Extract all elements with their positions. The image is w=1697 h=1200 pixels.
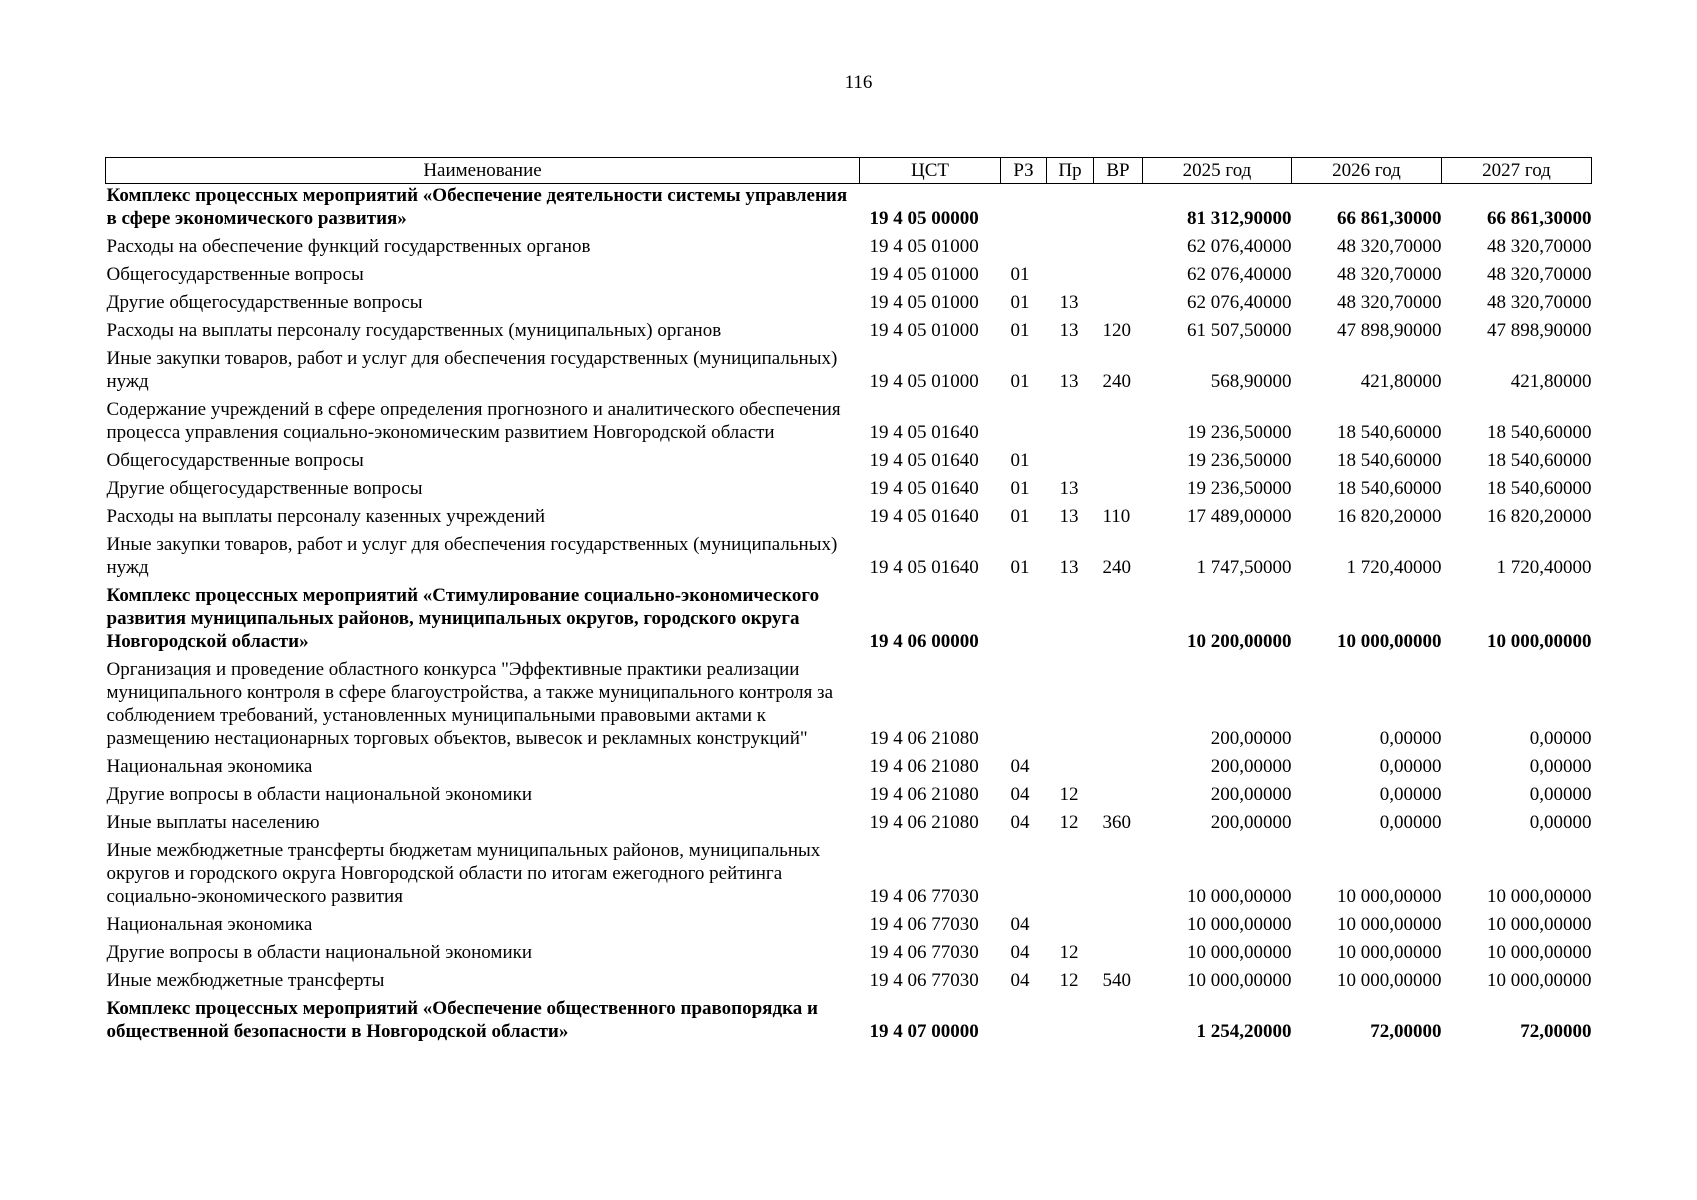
row-amount-2026: 48 320,70000 bbox=[1337, 236, 1442, 257]
header-row bbox=[106, 158, 1592, 184]
table-row bbox=[106, 839, 1592, 913]
row-amount-2026: 0,00000 bbox=[1379, 756, 1442, 777]
header-2027: 2027 год bbox=[1442, 158, 1592, 184]
row-pr: 13 bbox=[1059, 371, 1079, 392]
header-rz: РЗ bbox=[1001, 158, 1047, 184]
row-rz: 01 bbox=[1010, 478, 1030, 499]
row-vr: 360 bbox=[1102, 812, 1131, 833]
row-amount-2025: 10 000,00000 bbox=[1187, 914, 1292, 935]
header-2025: 2025 год bbox=[1143, 158, 1292, 184]
row-amount-2026: 0,00000 bbox=[1379, 728, 1442, 749]
row-amount-2026: 18 540,60000 bbox=[1337, 478, 1442, 499]
row-amount-2025: 568,90000 bbox=[1210, 371, 1292, 392]
row-amount-2025: 10 000,00000 bbox=[1187, 942, 1292, 963]
row-pr bbox=[1047, 913, 1094, 941]
table-row bbox=[106, 969, 1592, 997]
row-cst: 19 4 05 01640 bbox=[869, 506, 979, 527]
row-vr bbox=[1094, 913, 1143, 941]
row-cst: 19 4 06 77030 bbox=[869, 914, 979, 935]
row-amount-2026: 72,00000 bbox=[1370, 1021, 1442, 1042]
row-amount-2025: 1 254,20000 bbox=[1196, 1021, 1292, 1042]
row-amount-2027: 10 000,00000 bbox=[1487, 886, 1592, 907]
row-amount-2026: 48 320,70000 bbox=[1337, 292, 1442, 313]
page-number: 116 bbox=[844, 72, 873, 93]
row-vr bbox=[1094, 783, 1143, 811]
table-row bbox=[106, 941, 1592, 969]
row-amount-2027: 47 898,90000 bbox=[1487, 320, 1592, 341]
row-amount-2026: 47 898,90000 bbox=[1337, 320, 1442, 341]
row-amount-2027: 16 820,20000 bbox=[1487, 506, 1592, 527]
row-name: Другие общегосударственные вопросы bbox=[106, 292, 423, 313]
row-pr bbox=[1047, 584, 1094, 658]
row-rz: 01 bbox=[1010, 320, 1030, 341]
row-vr: 120 bbox=[1102, 320, 1131, 341]
row-amount-2025: 1 747,50000 bbox=[1196, 557, 1292, 578]
row-amount-2026: 1 720,40000 bbox=[1346, 557, 1442, 578]
row-amount-2027: 48 320,70000 bbox=[1487, 264, 1592, 285]
row-amount-2026: 10 000,00000 bbox=[1337, 942, 1442, 963]
row-rz bbox=[1001, 235, 1047, 263]
row-rz: 04 bbox=[1010, 942, 1030, 963]
row-amount-2026: 66 861,30000 bbox=[1337, 208, 1442, 229]
row-pr bbox=[1047, 658, 1094, 755]
row-amount-2027: 10 000,00000 bbox=[1487, 631, 1592, 652]
header-name: Наименование bbox=[106, 158, 860, 184]
row-pr: 13 bbox=[1059, 506, 1079, 527]
row-amount-2026: 16 820,20000 bbox=[1337, 506, 1442, 527]
row-amount-2027: 421,80000 bbox=[1510, 371, 1592, 392]
row-cst: 19 4 05 01000 bbox=[869, 264, 979, 285]
row-cst: 19 4 05 01640 bbox=[869, 422, 979, 443]
row-name: Национальная экономика bbox=[106, 756, 313, 777]
row-name: Расходы на обеспечение функций государственных органов bbox=[106, 236, 591, 257]
row-vr: 240 bbox=[1102, 557, 1131, 578]
table-row bbox=[106, 263, 1592, 291]
row-name: Другие общегосударственные вопросы bbox=[106, 478, 423, 499]
row-cst: 19 4 05 01000 bbox=[869, 236, 979, 257]
row-name: Национальная экономика bbox=[106, 914, 313, 935]
table-row bbox=[106, 291, 1592, 319]
table-header bbox=[106, 158, 1592, 184]
row-rz: 04 bbox=[1010, 812, 1030, 833]
row-name: Иные межбюджетные трансферты bbox=[106, 970, 385, 991]
row-cst: 19 4 05 01640 bbox=[869, 557, 979, 578]
row-rz bbox=[1001, 658, 1047, 755]
row-amount-2027: 0,00000 bbox=[1529, 756, 1592, 777]
row-cst: 19 4 06 77030 bbox=[869, 942, 979, 963]
row-amount-2025: 10 200,00000 bbox=[1187, 631, 1292, 652]
row-rz: 01 bbox=[1010, 264, 1030, 285]
row-amount-2025: 17 489,00000 bbox=[1187, 506, 1292, 527]
row-cst: 19 4 05 01000 bbox=[869, 320, 979, 341]
row-name: Содержание учреждений в сфере определения прогнозного и аналитического обеспечения процесса управления социально-экономическим развитием Новгородской области bbox=[106, 399, 841, 443]
row-amount-2026: 0,00000 bbox=[1379, 812, 1442, 833]
row-vr bbox=[1094, 449, 1143, 477]
row-name: Иные межбюджетные трансферты бюджетам муниципальных районов, муниципальных округов и городского округа Новгородской области по итогам ежегодного рейтинга социально-экономического развития bbox=[106, 840, 821, 907]
row-vr bbox=[1094, 997, 1143, 1048]
table-row bbox=[106, 347, 1592, 398]
row-pr: 13 bbox=[1059, 292, 1079, 313]
row-rz: 01 bbox=[1010, 450, 1030, 471]
row-amount-2025: 200,00000 bbox=[1210, 812, 1292, 833]
row-pr bbox=[1047, 449, 1094, 477]
table-row bbox=[106, 477, 1592, 505]
row-name: Расходы на выплаты персоналу казенных учреждений bbox=[106, 506, 546, 527]
header-pr: Пр bbox=[1047, 158, 1094, 184]
row-pr bbox=[1047, 997, 1094, 1048]
row-pr bbox=[1047, 755, 1094, 783]
row-vr bbox=[1094, 658, 1143, 755]
row-cst: 19 4 06 21080 bbox=[869, 784, 979, 805]
row-cst: 19 4 06 77030 bbox=[869, 970, 979, 991]
row-rz: 04 bbox=[1010, 784, 1030, 805]
row-vr bbox=[1094, 839, 1143, 913]
table-row bbox=[106, 319, 1592, 347]
row-amount-2026: 10 000,00000 bbox=[1337, 886, 1442, 907]
row-rz bbox=[1001, 839, 1047, 913]
table-row bbox=[106, 533, 1592, 584]
row-pr bbox=[1047, 263, 1094, 291]
table-row bbox=[106, 783, 1592, 811]
row-name: Иные закупки товаров, работ и услуг для обеспечения государственных (муниципальных) нужд bbox=[106, 348, 838, 392]
row-cst: 19 4 05 01640 bbox=[869, 478, 979, 499]
table-row bbox=[106, 398, 1592, 449]
row-name: Иные выплаты населению bbox=[106, 812, 320, 833]
table-row bbox=[106, 449, 1592, 477]
budget-table bbox=[105, 157, 1592, 1048]
row-name: Общегосударственные вопросы bbox=[106, 264, 364, 285]
row-rz: 01 bbox=[1010, 371, 1030, 392]
row-pr: 13 bbox=[1059, 478, 1079, 499]
row-name: Расходы на выплаты персоналу государственных (муниципальных) органов bbox=[106, 320, 722, 341]
row-amount-2027: 18 540,60000 bbox=[1487, 422, 1592, 443]
row-amount-2026: 18 540,60000 bbox=[1337, 450, 1442, 471]
row-rz: 04 bbox=[1010, 914, 1030, 935]
row-amount-2027: 0,00000 bbox=[1529, 728, 1592, 749]
row-amount-2027: 10 000,00000 bbox=[1487, 970, 1592, 991]
row-amount-2026: 10 000,00000 bbox=[1337, 914, 1442, 935]
row-amount-2025: 10 000,00000 bbox=[1187, 970, 1292, 991]
table-row bbox=[106, 811, 1592, 839]
row-vr bbox=[1094, 941, 1143, 969]
row-name: Комплекс процессных мероприятий «Обеспечение общественного правопорядка и общественной безопасности в Новгородской области» bbox=[106, 998, 818, 1042]
row-name: Организация и проведение областного конкурса "Эффективные практики реализации муниципального контроля в сфере благоустройства, а также муниципального контроля за соблюдением требований, установленных муниципальными правовыми актами к размещению нестационарных торговых объектов, вывесок и рекламных конструкций" bbox=[106, 659, 833, 749]
row-vr bbox=[1094, 291, 1143, 319]
row-cst: 19 4 05 01000 bbox=[869, 292, 979, 313]
row-amount-2025: 62 076,40000 bbox=[1187, 292, 1292, 313]
table-row-program bbox=[106, 184, 1592, 236]
row-vr bbox=[1094, 477, 1143, 505]
row-pr bbox=[1047, 398, 1094, 449]
row-amount-2025: 19 236,50000 bbox=[1187, 422, 1292, 443]
row-amount-2025: 19 236,50000 bbox=[1187, 450, 1292, 471]
row-name: Иные закупки товаров, работ и услуг для обеспечения государственных (муниципальных) нужд bbox=[106, 534, 838, 578]
row-pr: 13 bbox=[1059, 557, 1079, 578]
row-amount-2026: 421,80000 bbox=[1360, 371, 1442, 392]
row-vr bbox=[1094, 755, 1143, 783]
row-amount-2027: 48 320,70000 bbox=[1487, 292, 1592, 313]
row-amount-2027: 10 000,00000 bbox=[1487, 914, 1592, 935]
row-cst: 19 4 06 77030 bbox=[869, 886, 979, 907]
row-amount-2027: 1 720,40000 bbox=[1496, 557, 1592, 578]
row-amount-2025: 10 000,00000 bbox=[1187, 886, 1292, 907]
header-2026: 2026 год bbox=[1292, 158, 1442, 184]
row-vr bbox=[1094, 235, 1143, 263]
row-rz bbox=[1001, 184, 1047, 236]
row-rz: 01 bbox=[1010, 557, 1030, 578]
row-name: Другие вопросы в области национальной экономики bbox=[106, 942, 533, 963]
row-vr bbox=[1094, 398, 1143, 449]
row-amount-2025: 81 312,90000 bbox=[1187, 208, 1292, 229]
row-vr: 110 bbox=[1102, 506, 1131, 527]
row-pr: 12 bbox=[1059, 812, 1079, 833]
table-row bbox=[106, 235, 1592, 263]
row-pr: 13 bbox=[1059, 320, 1079, 341]
row-cst: 19 4 05 01640 bbox=[869, 450, 979, 471]
row-cst: 19 4 06 21080 bbox=[869, 812, 979, 833]
row-rz bbox=[1001, 398, 1047, 449]
header-cst: ЦСТ bbox=[860, 158, 1001, 184]
row-amount-2025: 62 076,40000 bbox=[1187, 236, 1292, 257]
table-row bbox=[106, 755, 1592, 783]
table-row-program bbox=[106, 584, 1592, 658]
row-name: Общегосударственные вопросы bbox=[106, 450, 364, 471]
row-rz: 01 bbox=[1010, 292, 1030, 313]
table-row bbox=[106, 913, 1592, 941]
row-amount-2025: 200,00000 bbox=[1210, 756, 1292, 777]
row-cst: 19 4 06 00000 bbox=[869, 631, 979, 652]
row-rz: 04 bbox=[1010, 970, 1030, 991]
row-vr bbox=[1094, 584, 1143, 658]
row-vr: 240 bbox=[1102, 371, 1131, 392]
row-pr bbox=[1047, 184, 1094, 236]
row-amount-2025: 61 507,50000 bbox=[1187, 320, 1292, 341]
row-amount-2027: 72,00000 bbox=[1520, 1021, 1592, 1042]
row-amount-2027: 48 320,70000 bbox=[1487, 236, 1592, 257]
row-amount-2026: 0,00000 bbox=[1379, 784, 1442, 805]
row-name: Другие вопросы в области национальной экономики bbox=[106, 784, 533, 805]
row-cst: 19 4 05 01000 bbox=[869, 371, 979, 392]
row-cst: 19 4 06 21080 bbox=[869, 728, 979, 749]
row-amount-2026: 18 540,60000 bbox=[1337, 422, 1442, 443]
row-amount-2026: 48 320,70000 bbox=[1337, 264, 1442, 285]
table-row-program bbox=[106, 997, 1592, 1048]
row-rz: 01 bbox=[1010, 506, 1030, 527]
row-amount-2027: 18 540,60000 bbox=[1487, 450, 1592, 471]
table-row bbox=[106, 505, 1592, 533]
row-pr bbox=[1047, 235, 1094, 263]
row-vr: 540 bbox=[1102, 970, 1131, 991]
row-vr bbox=[1094, 184, 1143, 236]
row-pr: 12 bbox=[1059, 784, 1079, 805]
row-amount-2025: 62 076,40000 bbox=[1187, 264, 1292, 285]
row-amount-2026: 10 000,00000 bbox=[1337, 970, 1442, 991]
row-amount-2027: 0,00000 bbox=[1529, 784, 1592, 805]
row-pr bbox=[1047, 839, 1094, 913]
row-cst: 19 4 06 21080 bbox=[869, 756, 979, 777]
header-vr: ВР bbox=[1094, 158, 1143, 184]
row-name: Комплекс процессных мероприятий «Обеспечение деятельности системы управления в сфере экономического развития» bbox=[106, 185, 848, 229]
row-amount-2025: 200,00000 bbox=[1210, 784, 1292, 805]
row-amount-2025: 200,00000 bbox=[1210, 728, 1292, 749]
row-amount-2025: 19 236,50000 bbox=[1187, 478, 1292, 499]
row-amount-2027: 18 540,60000 bbox=[1487, 478, 1592, 499]
row-amount-2027: 0,00000 bbox=[1529, 812, 1592, 833]
row-rz: 04 bbox=[1010, 756, 1030, 777]
row-rz bbox=[1001, 997, 1047, 1048]
row-name: Комплекс процессных мероприятий «Стимулирование социально-экономического развития муниципальных районов, муниципальных округов, городского округа Новгородской области» bbox=[106, 585, 820, 652]
row-cst: 19 4 05 00000 bbox=[869, 208, 979, 229]
row-rz bbox=[1001, 584, 1047, 658]
row-pr: 12 bbox=[1059, 942, 1079, 963]
row-pr: 12 bbox=[1059, 970, 1079, 991]
row-amount-2027: 10 000,00000 bbox=[1487, 942, 1592, 963]
row-amount-2026: 10 000,00000 bbox=[1337, 631, 1442, 652]
row-vr bbox=[1094, 263, 1143, 291]
table-row bbox=[106, 658, 1592, 755]
row-cst: 19 4 07 00000 bbox=[869, 1021, 979, 1042]
table-body bbox=[106, 184, 1592, 1049]
row-amount-2027: 66 861,30000 bbox=[1487, 208, 1592, 229]
